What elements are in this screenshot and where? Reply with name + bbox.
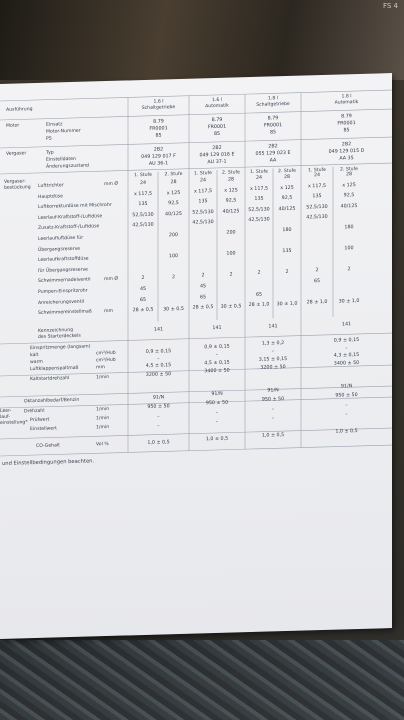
bestueckung-row-label: Schwimmernadelventil	[38, 277, 91, 285]
column-header-4-line1: 1.8 l	[341, 94, 352, 100]
drehzahl-2: 950 ± 50	[205, 400, 229, 407]
bestueckung-cell: 40/125	[340, 203, 358, 210]
co-label: CO-Gehalt	[36, 443, 60, 449]
bestueckung-cell: 2	[315, 268, 319, 274]
motor-ps-1: 85	[155, 133, 162, 139]
einspritz-warm-4: –	[345, 346, 348, 352]
bestueckung-cell: 135	[254, 196, 264, 203]
pruefwert-unit: 1/min	[96, 415, 110, 422]
bestueckung-cell: 135	[198, 199, 208, 205]
pruefwert-3: –	[271, 407, 275, 413]
einstellwert-4: –	[345, 412, 348, 418]
stufe2-header-col2: 2. Stufe	[222, 170, 240, 176]
motor-ps-2: 85	[213, 131, 221, 138]
bestueckung-cell: 135	[138, 202, 148, 208]
column-header-4-line2: Automatik	[334, 99, 359, 106]
column-header-3-line1: 1.8 l	[267, 96, 279, 102]
bestueckung-cell: 52,5/130	[192, 209, 214, 216]
bestueckung-cell: x 125	[280, 185, 294, 191]
kennzeichnung-4: 141	[341, 322, 352, 328]
stufe1-header-col1: 1. Stufe	[134, 172, 152, 179]
einstellwert-1: –	[157, 423, 160, 429]
column-header-1-line1: 1.6 l	[153, 99, 164, 105]
bestueckung-cell: 28 ± 1,0	[248, 302, 270, 309]
bestueckung-cell: 200	[168, 233, 179, 239]
luftklappe-2: 4,5 ± 0,15	[204, 360, 230, 367]
kennzeichnung-label-1: Kennzeichnung	[38, 327, 74, 334]
luftklappe-unit: mm	[96, 365, 105, 371]
bestueckung-cell: 100	[344, 246, 354, 252]
einstellwert-3: –	[271, 416, 275, 422]
kennzeichnung-1: 141	[153, 327, 164, 333]
motor-einsatz-3: 8.79	[267, 116, 279, 122]
bestueckung-row-label: Pumpen-Einspritzrohr	[38, 288, 88, 295]
vergaser-typ-label: Typ	[46, 150, 54, 156]
bestueckung-row-unit: mm Ø	[104, 181, 119, 188]
bestueckung-cell: 2	[229, 272, 233, 278]
stufe2-header-col3: 2. Stufe	[278, 168, 296, 175]
bestueckung-cell: 65	[313, 279, 321, 285]
stufe1-header-col3: 1. Stufe	[250, 169, 268, 176]
bestueckung-cell: 40/125	[165, 211, 182, 218]
bestueckung-row-label: Leerlaufluftdüse für	[38, 235, 84, 242]
motor-nummer-3: FR0001	[263, 123, 283, 129]
bestueckung-cell: 45	[199, 284, 207, 290]
motor-einsatz-label: Einsatz	[46, 122, 63, 128]
background-top	[0, 0, 404, 80]
einspritz-warm-label: warm	[30, 359, 43, 366]
oktan-1: 91/N	[152, 395, 165, 401]
bestueckung-cell: 40/125	[278, 206, 296, 213]
bestueckung-cell: 40/125	[222, 209, 240, 215]
leerlauf-side-2: lauf-	[0, 414, 11, 420]
motor-nummer-4: FR0001	[337, 121, 356, 127]
corner-text: FS 4	[382, 2, 398, 10]
motor-nummer-label: Motor-Nummer	[46, 128, 81, 135]
oktan-2: 91/N	[211, 391, 223, 398]
kennzeichnung-2: 141	[212, 325, 222, 332]
ausfuehrung-label: Ausführung	[6, 107, 33, 113]
kaltstart-2: 3400 ± 50	[204, 368, 230, 375]
einspritz-warm-2: –	[215, 352, 219, 358]
footnote: und Einstellbedingungen beachten.	[2, 458, 95, 467]
bestueckung-cell: 200	[226, 230, 236, 236]
vergaser-typ-2: 2B2	[212, 145, 222, 152]
kaltstart-3: 3200 ± 50	[260, 365, 286, 371]
pruefwert-1: –	[157, 414, 160, 420]
vergaser-typ-3: 2B2	[268, 144, 278, 150]
bestueckung-cell: 30 ± 0,5	[163, 307, 184, 313]
einstellwert-label: Einstellwert	[30, 426, 57, 433]
pruefwert-4: –	[345, 403, 348, 409]
luftklappe-3: 3,15 ± 0,15	[258, 356, 288, 363]
bestueckung-cell: 45	[139, 286, 147, 293]
bestueckung-cell: x 117,5	[307, 183, 327, 189]
motor-einsatz-2: 8.79	[211, 117, 223, 124]
column-header-3-line2: Schaltgetriebe	[256, 101, 290, 108]
drehzahl-unit: 1/min	[96, 406, 110, 413]
vergaser-typ-1: 2B2	[153, 147, 164, 153]
motor-einsatz-4: 8.79	[341, 114, 352, 120]
co-2: 1,0 ± 0,5	[205, 436, 229, 443]
co-4: 1,0 ± 0,5	[335, 429, 358, 435]
column-header-2-line1: 1.6 l	[211, 97, 223, 104]
motor-label: Motor	[6, 123, 20, 129]
bestueckung-cell: 92,5	[281, 196, 293, 202]
bestueckung-cell: x 125	[342, 182, 356, 189]
stufe2-header-col4: 2. Stufe	[340, 167, 358, 173]
kaltstart-4: 3400 ± 50	[333, 360, 360, 367]
bestueckung-cell: 24	[199, 178, 207, 184]
einstellwert-2: –	[215, 419, 219, 425]
einspritz-kalt-2: 0,9 ± 0,15	[204, 344, 230, 351]
bestueckung-cell: x 125	[224, 187, 238, 194]
bestueckung-cell: 52,5/130	[132, 212, 154, 219]
bestueckung-cell: x 125	[166, 190, 181, 196]
bestueckung-cell: 24	[139, 180, 147, 187]
einspritz-kalt-1: 0,9 ± 0,15	[145, 349, 172, 355]
bestueckung-cell: 42,5/130	[306, 215, 328, 221]
einspritz-kalt-label: kalt	[30, 352, 39, 359]
bestueckung-row-label: Schwimmereinstellmaß	[38, 309, 92, 317]
einspritz-warm-1: –	[157, 356, 160, 362]
motor-ps-label: PS	[46, 136, 52, 142]
bestueckung-cell: 2	[285, 270, 289, 276]
bestueckung-cell: x 117,5	[193, 188, 213, 195]
kennzeichnung-3: 141	[268, 324, 278, 330]
column-header-2-line2: Automatik	[205, 103, 229, 110]
bestueckung-cell: 28	[170, 180, 177, 186]
bestueckung-cell: 2	[347, 267, 351, 273]
bestueckung-cell: 100	[226, 251, 236, 257]
oktan-3: 91/N	[267, 388, 279, 394]
drehzahl-4: 950 ± 50	[335, 393, 358, 399]
einspritz-kalt-unit: cm³/Hub	[96, 350, 116, 357]
bestueckung-row-label: Leerlaufkraftstoffdüse	[38, 256, 89, 264]
motor-nummer-2: FR0001	[207, 124, 227, 131]
bestueckung-cell: x 117,5	[249, 186, 269, 192]
bestueckung-row-label: Lufttrichter	[38, 183, 64, 189]
vergaser-einstelldaten-label: Einstelldaten	[46, 156, 76, 163]
vergaser-aenderung-2: AU 37-1	[207, 159, 227, 166]
pruefwert-2: –	[215, 410, 219, 416]
bestueckung-row-label: für Übergangsreserve	[38, 267, 89, 274]
stufe1-header-col4: 1. Stufe	[308, 167, 326, 174]
bestueckung-cell: 30 ± 1,0	[338, 299, 360, 305]
bestueckung-cell: 65	[255, 292, 263, 298]
luftklappe-1: 4,5 ± 0,15	[145, 363, 172, 369]
co-3: 1,0 ± 0,5	[261, 433, 285, 439]
bestueckung-cell: 28	[283, 174, 291, 181]
bestueckung-cell: 52,5/130	[306, 204, 328, 211]
vergaser-aenderung-4: AA 35	[339, 156, 354, 162]
bestueckung-cell: 65	[139, 297, 147, 303]
kaltstart-label: Kaltstartdrehzahl	[30, 376, 70, 383]
cloth-background	[0, 640, 404, 720]
drehzahl-label: Drehzahl	[24, 408, 45, 415]
bestueckung-label-2: bestückung	[4, 185, 31, 191]
vergaser-einstell-1: 049 129 017 F	[141, 154, 176, 161]
vergaser-typ-4: 2B2	[341, 142, 352, 148]
column-header-1-line2: Schaltgetriebe	[141, 105, 176, 112]
vergaser-aenderung-label: Änderungszustand	[46, 163, 89, 170]
bestueckung-row-label: Hauptdüse	[38, 193, 63, 200]
leerlauf-side-1: Leer-	[0, 408, 12, 414]
bestueckung-cell: 92,5	[343, 193, 355, 199]
bestueckung-cell: 135	[312, 194, 322, 200]
bestueckung-cell: 24	[313, 173, 321, 179]
leerlauf-side-3: einstellung*	[0, 420, 28, 426]
bestueckung-cell: 24	[255, 175, 263, 181]
bestueckung-cell: 28 ± 0,5	[132, 307, 154, 314]
vergaser-einstell-3: 055 129 023 E	[255, 150, 291, 157]
bestueckung-cell: 92,5	[225, 198, 237, 204]
bestueckung-row-label: Anreicherungsventil	[38, 299, 85, 306]
bestueckung-cell: 28	[345, 172, 353, 178]
bestueckung-cell: 2	[171, 275, 176, 281]
bestueckung-row-label: Zusatz-Kraftstoff-/Luftdüse	[38, 224, 100, 232]
kaltstart-1: 3200 ± 50	[145, 372, 172, 378]
vergaser-label: Vergaser	[6, 151, 27, 157]
bestueckung-cell: 2	[201, 273, 205, 279]
bestueckung-cell: 42,5/130	[132, 223, 154, 229]
bestueckung-label-1: Vergaser-	[4, 179, 26, 185]
bestueckung-row-label: Luftkorrekturdüse mit Mischrohr	[38, 203, 112, 211]
einspritz-warm-unit: cm³/Hub	[96, 357, 116, 364]
vergaser-einstell-4: 049 129 015 D	[328, 148, 365, 155]
bestueckung-cell: 2	[141, 276, 145, 282]
co-1: 1,0 ± 0,5	[147, 440, 170, 446]
bestueckung-cell: 100	[168, 254, 179, 260]
einstellwert-unit: 1/min	[96, 424, 110, 431]
vergaser-aenderung-1: AU 36-1	[148, 161, 169, 167]
bestueckung-cell: 42,5/130	[192, 220, 214, 227]
bestueckung-cell: 92,5	[168, 201, 179, 207]
drehzahl-1: 950 ± 50	[147, 404, 170, 410]
bestueckung-cell: 28 ± 0,5	[192, 305, 214, 311]
bestueckung-cell: 135	[282, 249, 292, 255]
bestueckung-cell: 180	[282, 227, 292, 234]
luftklappe-label: Luftklappenspaltmaß	[30, 365, 79, 373]
stufe1-header-col2: 1. Stufe	[194, 171, 212, 177]
einspritz-kalt-4: 0,9 ± 0,15	[333, 337, 360, 344]
einspritzmenge-label: Einspritzmenge (langsam)	[30, 344, 91, 352]
bestueckung-cell: 52,5/130	[248, 207, 270, 213]
bestueckung-cell: 30 ± 0,5	[220, 304, 242, 311]
vergaser-aenderung-3: AA	[269, 158, 277, 164]
bestueckung-cell: x 117,5	[133, 191, 153, 197]
bestueckung-cell: 42,5/130	[248, 217, 270, 224]
bestueckung-row-label: Leerlauf-Kraftstoff-/Luftdüse	[38, 213, 103, 221]
bestueckung-cell: 30 ± 1,0	[276, 301, 298, 308]
vergaser-einstell-2: 049 129 016 E	[199, 152, 235, 159]
bestueckung-cell: 28 ± 1,0	[306, 300, 328, 306]
co-unit: Vol %	[96, 441, 109, 448]
bestueckung-cell: 28	[227, 177, 235, 183]
bestueckung-row-unit: mm	[104, 309, 113, 315]
motor-ps-4: 85	[343, 128, 350, 134]
bestueckung-cell: 2	[257, 271, 261, 277]
oktan-label: Oktanzahlbedarf/Benzin	[24, 397, 80, 405]
bestueckung-cell: 180	[344, 225, 354, 231]
stufe2-header-col1: 2. Stufe	[164, 171, 183, 178]
bestueckung-row-unit: mm Ø	[104, 277, 119, 283]
einspritz-warm-3: –	[271, 349, 275, 355]
oktan-4: 91/N	[340, 384, 353, 390]
drehzahl-3: 950 ± 50	[261, 397, 285, 403]
bestueckung-row-label: Übergangsreserve	[38, 246, 81, 253]
luftklappe-4: 4,3 ± 0,15	[333, 352, 360, 359]
pruefwert-label: Prüfwert	[30, 417, 50, 424]
bestueckung-cell: 65	[199, 294, 207, 301]
motor-ps-3: 85	[269, 130, 277, 136]
document-page	[0, 73, 392, 639]
kaltstart-unit: 1/min	[96, 374, 110, 381]
einspritz-kalt-3: 1,3 ± 0,2	[261, 341, 285, 347]
motor-einsatz-1: 8.79	[153, 119, 164, 125]
kennzeichnung-label-2: des Starterdeckels	[38, 333, 81, 340]
motor-nummer-1: FR0001	[149, 126, 168, 132]
